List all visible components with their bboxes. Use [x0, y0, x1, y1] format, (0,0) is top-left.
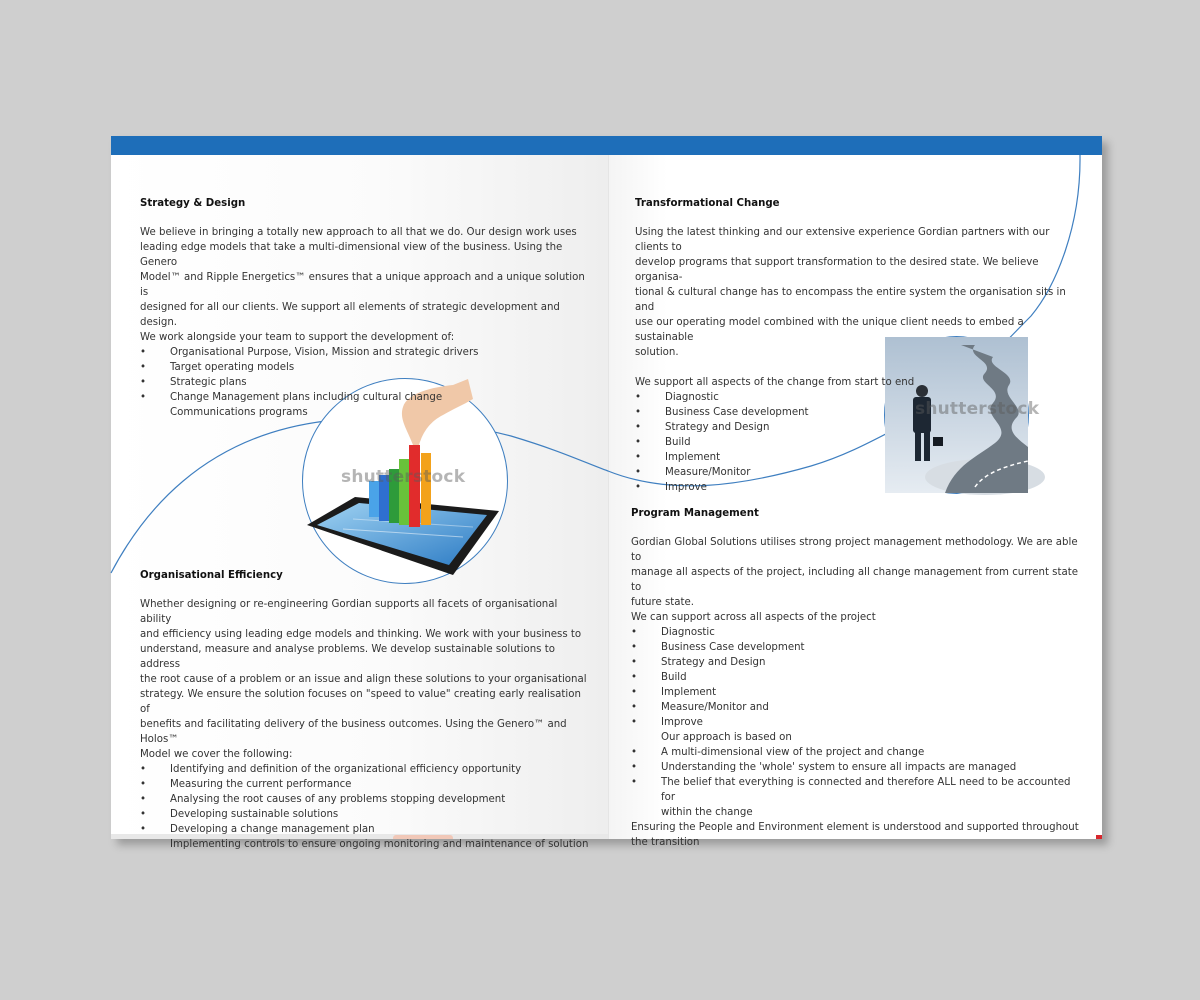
transformation-section [635, 196, 1075, 495]
bullet: • [631, 747, 638, 758]
list-item-text: Understanding the 'whole' system to ensure all impacts are managed [661, 762, 1017, 773]
watermark-text-2: shutterstock [915, 399, 1040, 419]
list-item [635, 450, 1075, 465]
list-item [140, 822, 590, 837]
list-item-text: A multi-dimensional view of the project and change [661, 747, 925, 758]
watermark-text: shutterstock [341, 467, 466, 487]
list-item-text: Implement [665, 452, 721, 463]
list-item [631, 760, 1081, 775]
list-item [140, 807, 590, 822]
bullet: • [631, 777, 638, 788]
list-item-text: Strategic plans [170, 377, 247, 388]
bullet: • [140, 809, 147, 820]
program-section [631, 506, 1081, 850]
list-item-text: Organisational Purpose, Vision, Mission and strategic drivers [170, 347, 479, 358]
transformation-intro: Using the latest thinking and our extensive experience Gordian partners with our clients to develop programs that support transformation to the desired state. We believe organisa- tional & cultural change has to encompass the entire system the organisation sits in and use our operating model combined with the unique client needs to embed a sustainable solution. [635, 227, 1066, 358]
list-item [631, 715, 1081, 730]
list-item-text: Measuring the current performance [170, 779, 352, 790]
list-item-text: Business Case development [665, 407, 809, 418]
list-item-text: Strategy and Design [665, 422, 770, 433]
bullet: • [140, 764, 147, 775]
bullet: • [140, 824, 147, 835]
strategy-intro: We believe in bringing a totally new approach to all that we do. Our design work uses leading edge models that take a multi-dimensional view of the business. Using the Genero Model™ and Ripple Energetics™ ensures that a unique approach and a unique solution is designed for all our clients. We support all elements of strategic development and design. We work alongside your team to support the development of: [140, 227, 585, 343]
program-closing: Ensuring the People and Environment element is understood and supported throughout the transition [631, 822, 1079, 848]
efficiency-title: Organisational Efficiency [140, 570, 283, 581]
list-item [140, 792, 590, 807]
program-intro: Gordian Global Solutions utilises strong project management methodology. We are able to manage all aspects of the project, including all change management from current state to future state. We can support across all aspects of the project [631, 537, 1078, 623]
list-item-text: Change Management plans including cultural change [170, 392, 443, 403]
list-item [140, 762, 590, 777]
bullet: • [631, 702, 638, 713]
list-item-text: Measure/Monitor and [661, 702, 769, 713]
list-item-text: Developing sustainable solutions [170, 809, 339, 820]
bullet: • [140, 392, 147, 403]
efficiency-list [140, 762, 590, 837]
program-title: Program Management [631, 508, 759, 519]
bullet: • [631, 642, 638, 653]
bullet: • [635, 482, 642, 493]
bullet: • [140, 377, 147, 388]
efficiency-section [140, 568, 590, 852]
list-item-text: Identifying and definition of the organizational efficiency opportunity [170, 764, 522, 775]
list-item [635, 405, 1075, 420]
list-item [631, 655, 1081, 670]
transformation-list [635, 390, 1075, 495]
list-item-text: Build [665, 437, 691, 448]
brochure-spread [111, 136, 1102, 850]
list-item [140, 375, 590, 390]
strategy-extra: Communications programs [170, 407, 308, 418]
list-item [635, 420, 1075, 435]
list-item [635, 390, 1075, 405]
program-approach-tail: within the change [661, 807, 753, 818]
bullet: • [635, 467, 642, 478]
bullet: • [635, 392, 642, 403]
efficiency-intro: Whether designing or re-engineering Gordian supports all facets of organisational ability and efficiency using leading edge models and thinking. We work with your business to understand, measure and analyse problems. We develop sustainable solutions to address the root cause of a problem or an issue and align these solutions to your organisational strategy. We ensure the solution focuses on "speed to value" creating early realisation of benefits and facilitating delivery of the business outcomes. Using the Genero™ and Holos™ Model we cover the following: [140, 599, 587, 760]
bullet: • [631, 657, 638, 668]
list-item-text: Strategy and Design [661, 657, 766, 668]
bullet: • [631, 762, 638, 773]
list-item [140, 390, 590, 405]
list-item [631, 700, 1081, 715]
bullet: • [635, 437, 642, 448]
bullet: • [635, 407, 642, 418]
list-item-text: Diagnostic [661, 627, 715, 638]
bullet: • [140, 779, 147, 790]
list-item [631, 625, 1081, 640]
list-item-text: Implement [661, 687, 717, 698]
program-approach-lead: Our approach is based on [661, 732, 792, 743]
bullet: • [635, 422, 642, 433]
bullet: • [631, 627, 638, 638]
list-item-text: Build [661, 672, 687, 683]
list-item [635, 480, 1075, 495]
list-item [631, 670, 1081, 685]
list-item [140, 345, 590, 360]
bullet: • [140, 347, 147, 358]
strategy-title: Strategy & Design [140, 198, 246, 209]
list-item [631, 775, 1081, 805]
strategy-list [140, 345, 590, 405]
efficiency-extra: Implementing controls to ensure ongoing monitoring and maintenance of solution [170, 839, 589, 850]
transformation-lead: We support all aspects of the change from start to end [635, 377, 915, 388]
list-item [635, 465, 1075, 480]
bullet: • [631, 672, 638, 683]
list-item [631, 745, 1081, 760]
program-list [631, 625, 1081, 730]
bullet: • [631, 687, 638, 698]
list-item-text: Analysing the root causes of any problems stopping development [170, 794, 506, 805]
list-item [140, 360, 590, 375]
list-item [635, 435, 1075, 450]
program-approach-list [631, 745, 1081, 805]
bullet: • [631, 717, 638, 728]
bullet: • [140, 362, 147, 373]
list-item-text: Business Case development [661, 642, 805, 653]
list-item-text: The belief that everything is connected and therefore ALL need to be accounted for [661, 777, 1071, 803]
bullet: • [140, 794, 147, 805]
bullet: • [635, 452, 642, 463]
transformation-title: Transformational Change [635, 198, 780, 209]
list-item-text: Measure/Monitor [665, 467, 751, 478]
list-item-text: Diagnostic [665, 392, 719, 403]
list-item-text: Target operating models [170, 362, 295, 373]
strategy-section [140, 196, 590, 420]
list-item [631, 685, 1081, 700]
list-item-text: Developing a change management plan [170, 824, 375, 835]
list-item [140, 777, 590, 792]
list-item [631, 640, 1081, 655]
list-item-text: Improve [661, 717, 703, 728]
list-item-text: Improve [665, 482, 707, 493]
